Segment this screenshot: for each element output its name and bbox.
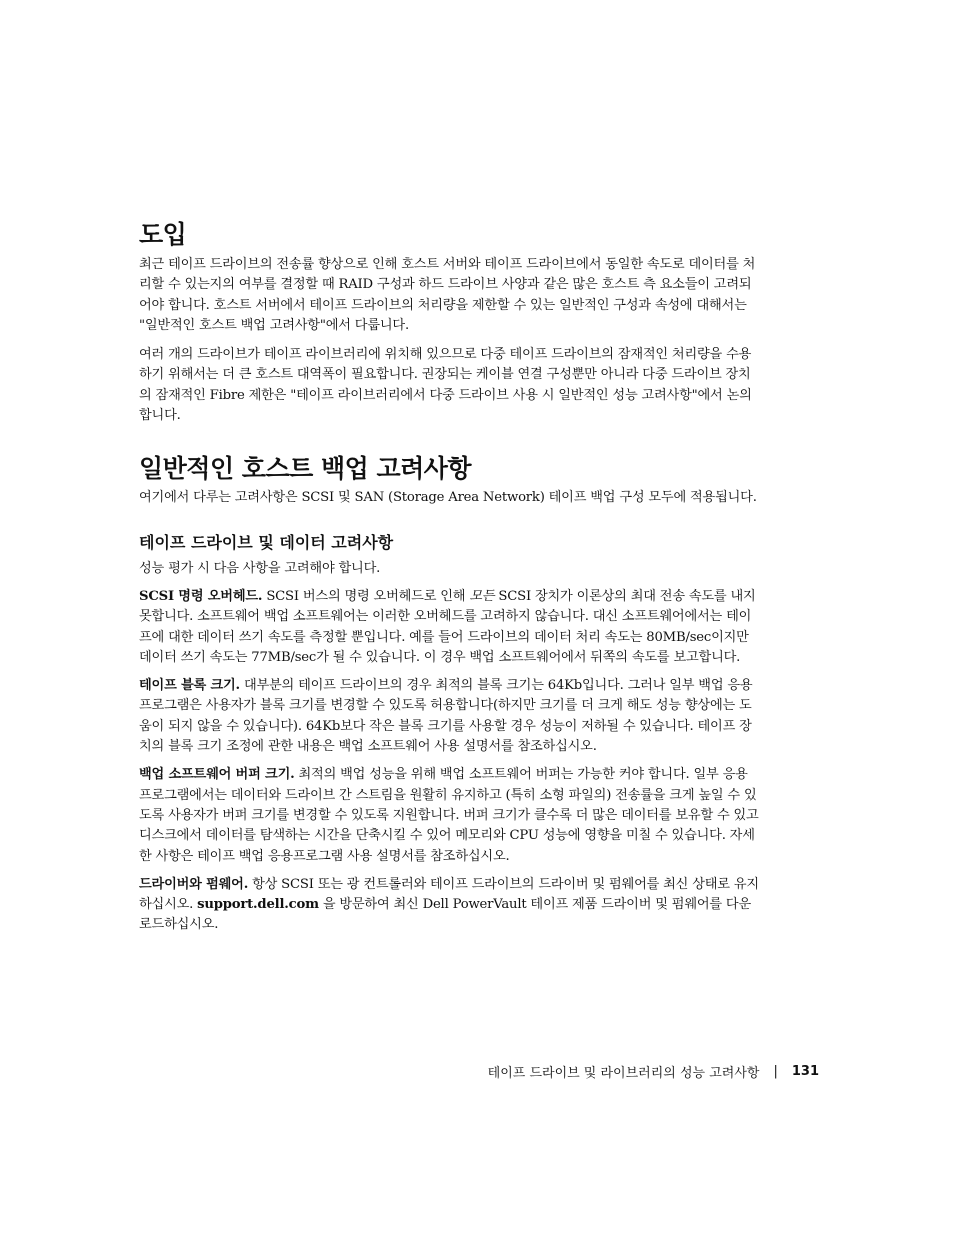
item-text: 대부분의 테이프 드라이브의 경우 최적의 블록 크기는 64Kb입니다. 그러나 일부 백업 응용프로그램은 사용자가 블록 크기를 변경할 수 있도록 허용합니다(하지만 크기를 더 크게 해도 성능 향상에는 도움이 되지 않을 수 있습니다). 64Kb보다 작은 블록 크기를 사용할 경우 성능이 저하될 수 있습니다. 테이프 장치의 블록 크기 조정에 관한 내용은 백업 소프트웨어 사용 설명서를 참조하십시오. <box>139 678 753 755</box>
section-title-host-backup: 일반적인 호스트 백업 고려사항 <box>139 454 472 484</box>
item-emphasis: 모든 <box>469 588 495 604</box>
footer-separator: | <box>773 1064 778 1079</box>
intro-paragraph-1: 최근 테이프 드라이브의 전송률 향상으로 인해 호스트 서버와 테이프 드라이브에서 동일한 속도로 데이터를 처리할 수 있는지의 여부를 결정할 때 RAID 구성과 하드 드라이브 사양과 같은 많은 호스트 측 요소들이 고려되어야 합니다. 호스트 서버에서 테이프 드라이브의 처리량을 제한할 수 있는 일반적인 구성과 속성에 대해서는 "일반적인 호스트 백업 고려사항"에서 다룹니다. <box>139 257 756 333</box>
item-scsi-overhead <box>139 587 759 668</box>
item-text: 최적의 백업 성능을 위해 백업 소프트웨어 버퍼는 가능한 커야 합니다. 일부 응용프로그램에서는 데이터와 드라이브 간 스트림을 원활히 유지하고 (특히 소형 파일의) 전송률을 크게 높일 수 있도록 사용자가 버퍼 크기를 변경할 수 있도록 지원합니다. 버퍼 크기가 클수록 더 많은 데이터를 보유할 수 있고 디스크에서 데이터를 탐색하는 시간을 단축시킬 수 있어 메모리와 CPU 성능에 영향을 미칠 수 있습니다. 자세한 사항은 테이프 백업 응용프로그램 사용 설명서를 참조하십시오. <box>139 767 759 864</box>
page-number: 131 <box>791 1064 819 1079</box>
subsection-title-tape-data: 테이프 드라이브 및 데이터 고려사항 <box>139 532 394 552</box>
page-content <box>139 218 759 936</box>
item-driver-firmware <box>139 875 759 936</box>
item-lead: 백업 소프트웨어 버퍼 크기. <box>139 767 295 783</box>
item-lead: SCSI 명령 오버헤드. <box>139 588 263 604</box>
item-buffer-size <box>139 765 759 866</box>
tape-intro-paragraph: 성능 평가 시 다음 사항을 고려해야 합니다. <box>139 560 381 576</box>
item-text: 항상 SCSI 또는 광 컨트롤러와 테이프 드라이브의 드라이버 및 펌웨어를 최신 상태로 유지하십시오. <box>139 876 759 913</box>
intro-paragraph-2: 여러 개의 드라이브가 테이프 라이브러리에 위치해 있으므로 다중 테이프 드라이브의 잠재적인 처리량을 수용하기 위해서는 더 큰 호스트 대역폭이 필요합니다. 권장되는 케이블 연결 구성뿐만 아니라 다중 드라이브 장치의 잠재적인 Fibre 제한은 "테이프 라이브러리에서 다중 드라이브 사용 시 일반적인 성능 고려사항"에서 논의합니다. <box>139 347 752 424</box>
support-link[interactable]: support.dell.com <box>197 897 319 913</box>
page-footer <box>488 1062 819 1081</box>
item-lead: 드라이버와 펌웨어. <box>139 876 249 892</box>
section-title-intro: 도입 <box>139 220 187 249</box>
item-text: SCSI 버스의 명령 오버헤드로 인해 <box>262 588 470 604</box>
footer-title: 테이프 드라이브 및 라이브러리의 성능 고려사항 <box>487 1066 760 1081</box>
item-tape-block-size <box>139 676 759 757</box>
item-lead: 테이프 블록 크기. <box>139 678 240 694</box>
item-text: SCSI 장치가 이론상의 최대 전송 속도를 내지 못합니다. 소프트웨어 백업 소프트웨어는 이러한 오버헤드를 고려하지 않습니다. 대신 소프트웨어에서는 테이프에 대한 데이터 쓰기 속도를 측정할 뿐입니다. 예를 들어 드라이브의 데이터 처리 속도는 80MB/sec이지만 데이터 쓰기 속도는 77MB/sec가 될 수 있습니다. 이 경우 백업 소프트웨어에서 뒤쪽의 속도를 보고합니다. <box>139 588 756 665</box>
host-backup-paragraph: 여기에서 다루는 고려사항은 SCSI 및 SAN (Storage Area Network) 테이프 백업 구성 모두에 적용됩니다. <box>139 490 757 506</box>
item-text: 을 방문하여 최신 Dell PowerVault 테이프 제품 드라이버 및 펌웨어를 다운로드하십시오. <box>139 897 752 933</box>
